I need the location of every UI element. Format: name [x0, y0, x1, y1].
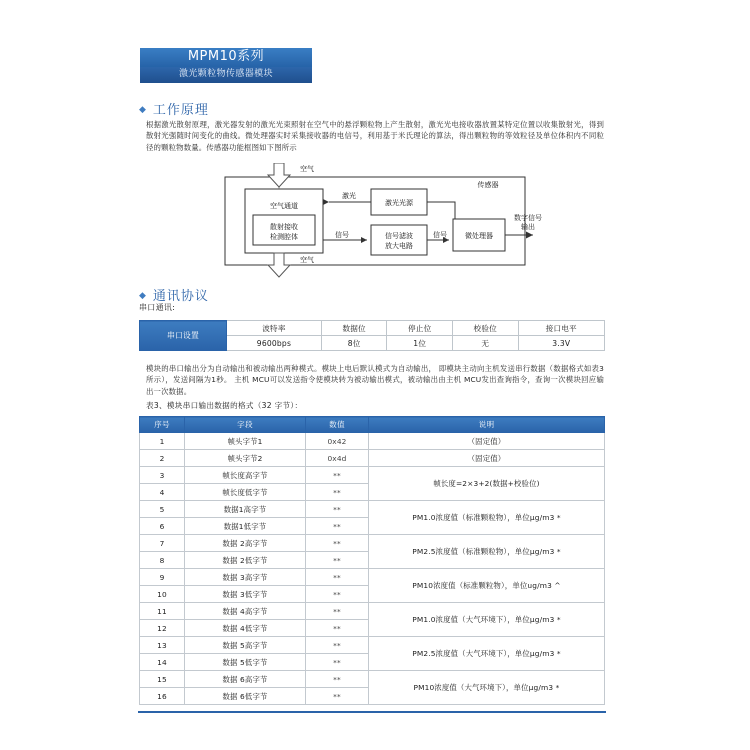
- product-subtitle: 激光颗粒物传感器模块: [140, 67, 312, 83]
- amplifier-box: [371, 225, 427, 255]
- frame-cell-field: 数据 2低字节: [185, 552, 306, 569]
- serial-header-baud: 波特率: [227, 321, 322, 336]
- frame-cell-desc-merged: PM2.5浓度值（标准颗粒物），单位μg/m3 *: [369, 535, 605, 569]
- frame-cell-value: **: [306, 654, 369, 671]
- serial-value-parity: 无: [452, 336, 518, 351]
- frame-cell-no: 15: [140, 671, 185, 688]
- diagram-laser-source-label: 激光光源: [385, 199, 413, 207]
- sensor-block-diagram: [211, 163, 543, 285]
- frame-cell-value: 0x4d: [306, 450, 369, 467]
- air-inlet-arrow-icon: [268, 163, 290, 187]
- frame-cell-value: **: [306, 586, 369, 603]
- frame-header-no: 序号: [140, 417, 185, 433]
- frame-cell-no: 12: [140, 620, 185, 637]
- working-principle-paragraph: 根据激光散射原理，激光器发射的激光光束照射在空气中的悬浮颗粒物上产生散射，激光光电接收器放置某特定位置以收集散射光，得到散射光强随时间变化的曲线。微处理器实时采集接收器的电信号，利用基于米氏理论的算法，得出颗粒物的等效粒径及单位体积内不同粒径的颗粒物数量。传感器功能框图如下图所示: [146, 120, 604, 152]
- frame-cell-desc-merged: PM10浓度值（标准颗粒物），单位ug/m3 ^: [369, 569, 605, 603]
- frame-cell-value: **: [306, 467, 369, 484]
- frame-cell-field: 数据 3高字节: [185, 569, 306, 586]
- frame-cell-no: 3: [140, 467, 185, 484]
- frame-cell-no: 8: [140, 552, 185, 569]
- frame-header-desc: 说明: [369, 417, 605, 433]
- serial-value-level: 3.3V: [518, 336, 605, 351]
- frame-cell-field: 数据1低字节: [185, 518, 306, 535]
- table-row: [140, 637, 605, 654]
- frame-cell-no: 16: [140, 688, 185, 705]
- section-heading-label: 通讯协议: [152, 289, 209, 304]
- table-row: [140, 569, 605, 586]
- serial-settings-head-label: 串口设置: [140, 321, 227, 351]
- frame-cell-field: 数据 2高字节: [185, 535, 306, 552]
- frame-cell-field: 帧长度低字节: [185, 484, 306, 501]
- table3-caption: 表3、模块串口输出数据的格式（32 字节）：: [146, 401, 303, 410]
- diagram-chamber-line2: 检测腔体: [270, 233, 298, 241]
- frame-cell-no: 6: [140, 518, 185, 535]
- frame-cell-field: 帧头字节1: [185, 433, 306, 450]
- diagram-air-out-label: 空气: [300, 256, 314, 264]
- frame-cell-value: **: [306, 671, 369, 688]
- footer-rule: [138, 711, 606, 713]
- diagram-output-line2: 输出: [521, 223, 535, 231]
- signal-arrowhead-1: [361, 237, 367, 243]
- frame-cell-desc-merged: PM1.0浓度值（标准颗粒物），单位μg/m3 *: [369, 501, 605, 535]
- serial-comm-label: 串口通讯:: [139, 303, 176, 312]
- serial-output-paragraph: 模块的串口输出分为自动输出和被动输出两种模式。模块上电后默认模式为自动输出， 即模块主动向主机发送串行数据（数据格式如表3所示），发送间隔为1秒。 主机 MCU可以发送指令使模块转为被动输出模式，被动输出由主机 MCU发出查询指令，查询一次模块回应输出一次数据。: [146, 364, 604, 396]
- serial-header-stopbits: 停止位: [387, 321, 453, 336]
- frame-cell-desc: （固定值）: [369, 450, 605, 467]
- table-row: [140, 671, 605, 688]
- diamond-bullet-icon: ◆: [139, 291, 147, 301]
- table-row: [140, 603, 605, 620]
- frame-cell-no: 2: [140, 450, 185, 467]
- serial-header-level: 接口电平: [518, 321, 605, 336]
- frame-cell-value: **: [306, 688, 369, 705]
- product-title-banner: [140, 48, 312, 83]
- frame-cell-value: **: [306, 637, 369, 654]
- frame-format-table: [139, 416, 605, 705]
- diagram-laser-label: 激光: [342, 192, 356, 200]
- table-row: [140, 535, 605, 552]
- serial-header-databits: 数据位: [321, 321, 387, 336]
- product-title: MPM10系列: [140, 48, 312, 67]
- serial-settings-table: [139, 320, 605, 351]
- table-header-row: [140, 417, 605, 433]
- frame-header-value: 数值: [306, 417, 369, 433]
- frame-cell-desc-merged: PM1.0浓度值（大气环境下），单位μg/m3 *: [369, 603, 605, 637]
- frame-cell-field: 数据1高字节: [185, 501, 306, 518]
- frame-cell-value: **: [306, 518, 369, 535]
- frame-cell-no: 10: [140, 586, 185, 603]
- frame-cell-field: 数据 5低字节: [185, 654, 306, 671]
- table-row: [140, 501, 605, 518]
- frame-cell-field: 数据 6高字节: [185, 671, 306, 688]
- frame-cell-field: 数据 4高字节: [185, 603, 306, 620]
- frame-cell-value: **: [306, 603, 369, 620]
- frame-cell-no: 11: [140, 603, 185, 620]
- diagram-sensor-label: 传感器: [477, 181, 499, 189]
- table-row: [140, 321, 605, 336]
- diagram-air-in-label: 空气: [300, 165, 314, 173]
- serial-header-parity: 校验位: [452, 321, 518, 336]
- frame-header-field: 字段: [185, 417, 306, 433]
- frame-cell-no: 9: [140, 569, 185, 586]
- diagram-signal-label-2: 信号: [433, 231, 447, 239]
- output-arrowhead: [526, 232, 533, 239]
- frame-cell-field: 数据 6低字节: [185, 688, 306, 705]
- frame-cell-no: 5: [140, 501, 185, 518]
- diagram-air-channel-label: 空气通道: [270, 202, 298, 210]
- frame-cell-field: 数据 5高字节: [185, 637, 306, 654]
- section-heading-working-principle: [139, 99, 209, 118]
- frame-cell-no: 1: [140, 433, 185, 450]
- serial-value-databits: 8位: [321, 336, 387, 351]
- frame-cell-field: 帧长度高字节: [185, 467, 306, 484]
- table-row: [140, 450, 605, 467]
- frame-cell-no: 14: [140, 654, 185, 671]
- frame-cell-desc-merged: PM2.5浓度值（大气环境下），单位μg/m3 *: [369, 637, 605, 671]
- frame-cell-value: **: [306, 484, 369, 501]
- frame-cell-desc: （固定值）: [369, 433, 605, 450]
- frame-cell-value: 0x42: [306, 433, 369, 450]
- air-outlet-arrow-icon: [268, 253, 290, 277]
- diamond-bullet-icon: ◆: [139, 105, 147, 115]
- diagram-chamber-line1: 散射接收: [270, 223, 298, 231]
- frame-cell-desc-merged: PM10浓度值（大气环境下），单位μg/m3 *: [369, 671, 605, 705]
- frame-cell-value: **: [306, 620, 369, 637]
- frame-cell-value: **: [306, 569, 369, 586]
- section-heading-label: 工作原理: [152, 103, 209, 118]
- diagram-amp-line2: 放大电路: [385, 242, 413, 250]
- serial-value-baud: 9600bps: [227, 336, 322, 351]
- frame-cell-no: 7: [140, 535, 185, 552]
- frame-cell-value: **: [306, 552, 369, 569]
- serial-value-stopbits: 1位: [387, 336, 453, 351]
- frame-cell-field: 数据 4低字节: [185, 620, 306, 637]
- frame-cell-value: **: [306, 535, 369, 552]
- diagram-output-line1: 数字信号: [514, 214, 542, 222]
- frame-cell-field: 帧头字节2: [185, 450, 306, 467]
- frame-cell-field: 数据 3低字节: [185, 586, 306, 603]
- frame-cell-no: 13: [140, 637, 185, 654]
- diagram-amp-line1: 信号滤波: [385, 232, 413, 240]
- frame-cell-desc-merged: 帧长度=2×3+2(数据+校验位): [369, 467, 605, 501]
- laser-arrowhead: [323, 199, 329, 205]
- frame-cell-value: **: [306, 501, 369, 518]
- table-row: [140, 467, 605, 484]
- diagram-signal-label-1: 信号: [335, 231, 349, 239]
- frame-cell-no: 4: [140, 484, 185, 501]
- mcu-laser-feedback-line: [427, 202, 455, 219]
- diagram-mcu-label: 微处理器: [465, 232, 493, 240]
- table-row: [140, 433, 605, 450]
